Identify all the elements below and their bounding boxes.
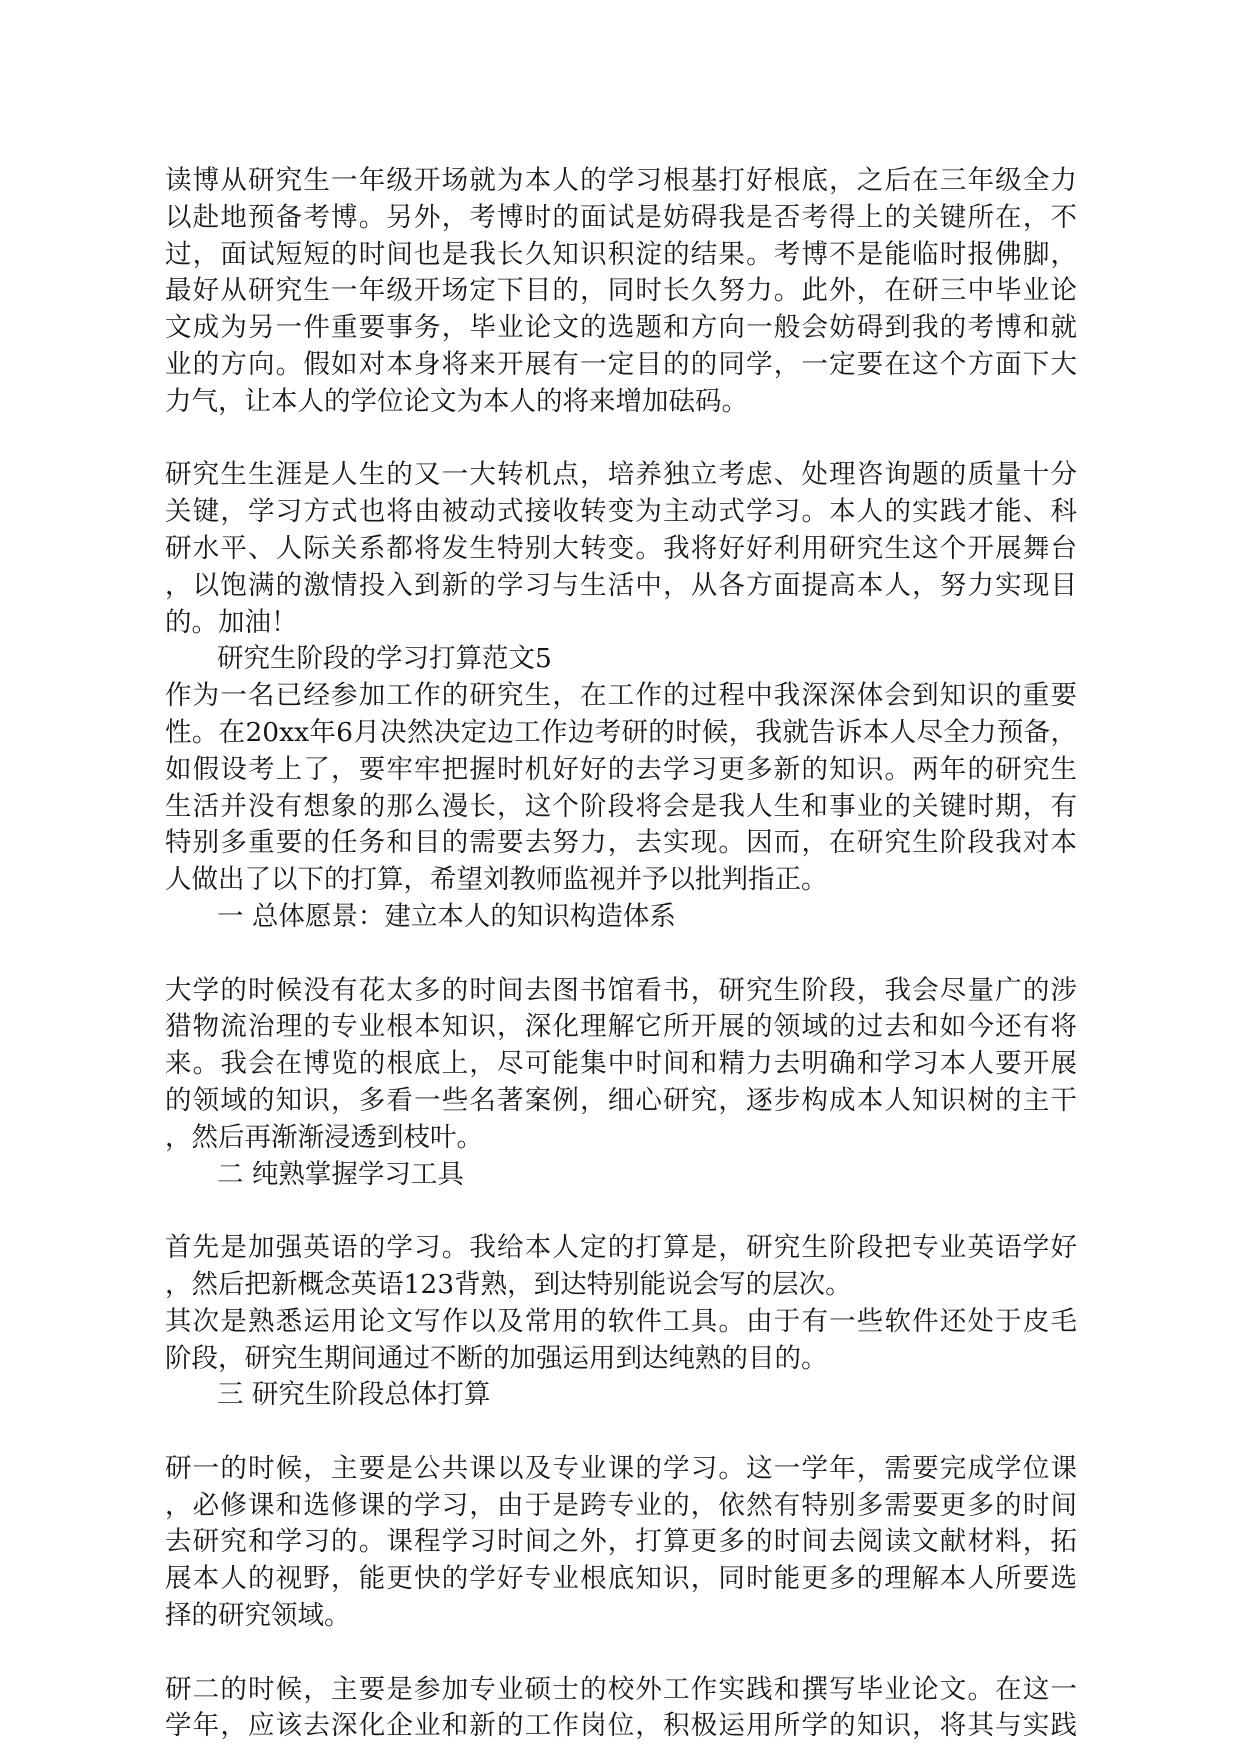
text-line: 研一的时候，主要是公共课以及专业课的学习。这一学年，需要完成学位课 — [165, 1452, 1077, 1484]
text-line: ，以饱满的激情投入到新的学习与生活中，从各方面提高本人，努力实现目 — [165, 569, 1077, 601]
document-page — [165, 163, 1077, 1745]
text-line: 的。加油！ — [165, 606, 298, 638]
blank-line — [165, 1635, 1077, 1672]
text-line: 如假设考上了，要牢牢把握时机好好的去学习更多新的知识。两年的研究生 — [165, 753, 1077, 785]
text-line: ，然后把新概念英语123背熟，到达特别能说会写的层次。 — [165, 1268, 852, 1300]
text-line: 研究生生涯是人生的又一大转机点，培养独立考虑、处理咨询题的质量十分 — [165, 459, 1077, 491]
text-line: 研水平、人际关系都将发生特别大转变。我将好好利用研究生这个开展舞台 — [165, 532, 1077, 564]
text-line: 阶段，研究生期间通过不断的加强运用到达纯熟的目的。 — [165, 1342, 828, 1374]
text-line: 的领域的知识，多看一些名著案例，细心研究，逐步构成本人知识树的主干 — [165, 1084, 1077, 1116]
text-line: 以赴地预备考博。另外，考博时的面试是妨碍我是否考得上的关键所在，不 — [165, 201, 1077, 233]
text-line: 最好从研究生一年级开场定下目的，同时长久努力。此外，在研三中毕业论 — [165, 275, 1077, 307]
text-line: 展本人的视野，能更快的学好专业根底知识，同时能更多的理解本人所要选 — [165, 1563, 1077, 1595]
text-line: 作为一名已经参加工作的研究生，在工作的过程中我深深体会到知识的重要 — [165, 680, 1077, 712]
text-line: 文成为另一件重要事务，毕业论文的选题和方向一般会妨碍到我的考博和就 — [165, 312, 1077, 344]
text-line: 读博从研究生一年级开场就为本人的学习根基打好根底，之后在三年级全力 — [165, 165, 1077, 196]
text-line: 生活并没有想象的那么漫长，这个阶段将会是我人生和事业的关键时期，有 — [165, 790, 1077, 822]
section-heading: 二 纯熟掌握学习工具 — [217, 1158, 464, 1190]
blank-line — [165, 1414, 1077, 1451]
text-line: 猎物流治理的专业根本知识，深化理解它所开展的领域的过去和如今还有将 — [165, 1011, 1077, 1043]
text-line: 过，面试短短的时间也是我长久知识积淀的结果。考博不是能临时报佛脚， — [165, 238, 1077, 270]
section-heading: 研究生阶段的学习打算范文5 — [217, 643, 552, 675]
section-heading: 三 研究生阶段总体打算 — [217, 1379, 491, 1411]
text-line: 性。在20xx年6月决然决定边工作边考研的时候，我就告诉本人尽全力预备， — [165, 716, 1077, 748]
blank-line — [165, 421, 1077, 458]
text-line: 择的研究领域。 — [165, 1600, 351, 1632]
blank-line — [165, 1193, 1077, 1230]
text-line: 业的方向。假如对本身将来开展有一定目的的同学，一定要在这个方面下大 — [165, 348, 1077, 380]
text-line: 关键，学习方式也将由被动式接收转变为主动式学习。本人的实践才能、科 — [165, 496, 1077, 528]
text-line: 大学的时候没有花太多的时间去图书馆看书，研究生阶段，我会尽量广的涉 — [165, 974, 1077, 1006]
text-line: 研二的时候，主要是参加专业硕士的校外工作实践和撰写毕业论文。在这一 — [165, 1673, 1077, 1705]
blank-line — [165, 936, 1077, 973]
text-line: 特别多重要的任务和目的需要去努力，去实现。因而，在研究生阶段我对本 — [165, 827, 1077, 859]
text-line: 其次是熟悉运用论文写作以及常用的软件工具。由于有一些软件还处于皮毛 — [165, 1305, 1077, 1337]
text-line: 来。我会在博览的根底上，尽可能集中时间和精力去明确和学习本人要开展 — [165, 1048, 1077, 1080]
text-line: 学年，应该去深化企业和新的工作岗位，积极运用所学的知识，将其与实践 — [165, 1710, 1077, 1742]
text-line: 力气，让本人的学位论文为本人的将来增加砝码。 — [165, 385, 748, 417]
text-line: ，必修课和选修课的学习，由于是跨专业的，依然有特别多需要更多的时间 — [165, 1489, 1077, 1521]
section-heading: 一 总体愿景：建立本人的知识构造体系 — [217, 900, 676, 932]
text-line: 去研究和学习的。课程学习时间之外，打算更多的时间去阅读文献材料，拓 — [165, 1526, 1077, 1558]
text-line: ，然后再渐渐浸透到枝叶。 — [165, 1121, 483, 1153]
text-line: 首先是加强英语的学习。我给本人定的打算是，研究生阶段把专业英语学好 — [165, 1232, 1077, 1264]
text-line: 人做出了以下的打算，希望刘教师监视并予以批判指正。 — [165, 864, 828, 896]
